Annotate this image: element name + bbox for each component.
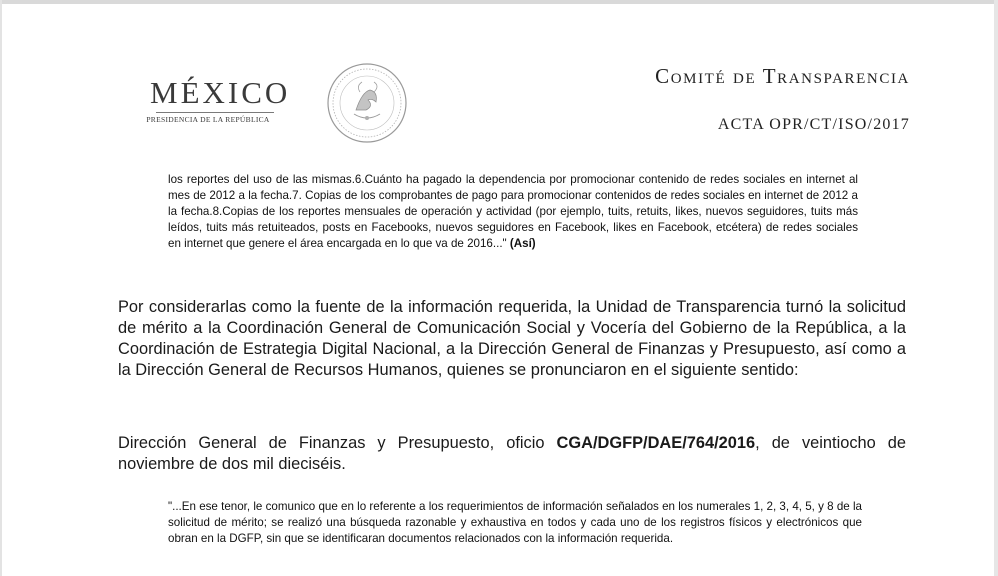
- logo-word: MÉXICO: [150, 75, 291, 110]
- oficio-reference: CGA/DGFP/DAE/764/2016: [556, 434, 756, 452]
- page-left-edge: [0, 0, 2, 576]
- page-right-edge: [994, 0, 998, 576]
- quoted-request-text: los reportes del uso de las mismas.6.Cuánto ha pagado la dependencia por promocionar contenido de redes sociales en internet al mes de 2012 a la fecha.7. Copias de los comprobantes de pago para promocionar contenidos de redes sociales en internet de 2012 a la fecha.8.Copias de los reportes mensuales de operación y actividad (por ejemplo, tuits, retuits, likes, nuevos seguidores, tuits más leídos, tuits más retuiteados, posts en Facebooks, nuevos seguidores en Facebook, likes en Facebook, etcétera) de redes sociales en internet que genere el área encargada en lo que va de 2016...": [168, 173, 858, 250]
- committee-title: Comité de Transparencia: [655, 64, 910, 88]
- paragraph-dgfp: [118, 433, 906, 475]
- logo-divider: [156, 112, 274, 113]
- acta-number: ACTA OPR/CT/ISO/2017: [717, 116, 910, 133]
- logo-subtitle: PRESIDENCIA DE LA REPÚBLICA: [146, 115, 270, 124]
- coat-of-arms-seal-icon: [326, 62, 408, 144]
- page-top-edge: [0, 0, 998, 4]
- quoted-response: "...En ese tenor, le comunico que en lo referente a los requerimientos de información señalados en los numerales 1, 2, 3, 4, 5, y 8 de la solicitud de mérito; se realizó una búsqueda razonable y exhaustiva en todos y cada uno de los registros físicos y electrónicos que obran en la DGFP, sin que se identificaran documentos relacionados con la información requerida.: [168, 500, 862, 545]
- paragraph-dgfp-pre: Dirección General de Finanzas y Presupuesto, oficio: [118, 434, 557, 452]
- quoted-request-tag: (Así): [509, 237, 536, 250]
- quoted-request: [168, 172, 858, 252]
- mexico-logo: [146, 75, 291, 124]
- paragraph-referral: Por considerarlas como la fuente de la información requerida, la Unidad de Transparencia turnó la solicitud de mérito a la Coordinación General de Comunicación Social y Vocería del Gobierno de la República, a la Coordinación de Estrategia Digital Nacional, a la Dirección General de Finanzas y Presupuesto, así como a la Dirección General de Recursos Humanos, quienes se pronunciaron en el siguiente sentido:: [118, 298, 906, 379]
- paragraph-dgfp-post: , de veintiocho de noviembre de dos mil dieciséis.: [118, 434, 906, 473]
